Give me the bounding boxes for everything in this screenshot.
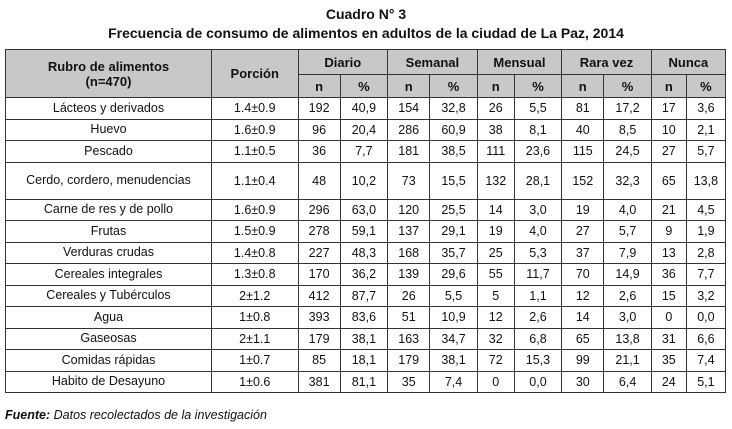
rara-vez-n-cell: 19 (562, 199, 604, 221)
mensual-pct-cell: 6,8 (514, 328, 561, 350)
nunca-pct-cell: 1,9 (686, 221, 725, 243)
rara-vez-n-cell: 99 (562, 350, 604, 372)
header-nunca: Nunca (651, 50, 725, 75)
header-rubro-line2: (n=470) (85, 73, 132, 89)
portion-cell: 1.6±0.9 (211, 199, 298, 221)
semanal-n-cell: 286 (388, 119, 430, 141)
portion-cell: 2±1.2 (211, 285, 298, 307)
mensual-pct-cell: 11,7 (514, 264, 561, 286)
rara-vez-n-cell: 81 (562, 98, 604, 120)
diario-n-cell: 179 (298, 328, 340, 350)
semanal-pct-cell: 60,9 (430, 119, 477, 141)
mensual-n-cell: 5 (477, 285, 514, 307)
semanal-n-cell: 179 (388, 350, 430, 372)
table-row (6, 98, 726, 120)
subheader-n: n (651, 75, 686, 98)
food-cell: Carne de res y de pollo (6, 199, 212, 221)
food-cell: Huevo (6, 119, 212, 141)
nunca-pct-cell: 13,8 (686, 162, 725, 199)
diario-pct-cell: 48,3 (340, 242, 387, 264)
rara-vez-pct-cell: 14,9 (604, 264, 651, 286)
diario-n-cell: 170 (298, 264, 340, 286)
rara-vez-pct-cell: 17,2 (604, 98, 651, 120)
table-number: Cuadro N° 3 (325, 6, 407, 22)
rara-vez-n-cell: 27 (562, 221, 604, 243)
table-row (6, 328, 726, 350)
semanal-n-cell: 181 (388, 141, 430, 163)
food-cell: Verduras crudas (6, 242, 212, 264)
diario-n-cell: 48 (298, 162, 340, 199)
diario-n-cell: 412 (298, 285, 340, 307)
table-row (6, 162, 726, 199)
table-title: Frecuencia de consumo de alimentos en adultos de la ciudad de La Paz, 2014 (108, 25, 624, 41)
food-cell: Frutas (6, 221, 212, 243)
nunca-n-cell: 36 (651, 264, 686, 286)
diario-n-cell: 227 (298, 242, 340, 264)
semanal-pct-cell: 15,5 (430, 162, 477, 199)
mensual-pct-cell: 3,0 (514, 199, 561, 221)
rara-vez-pct-cell: 6,4 (604, 371, 651, 393)
subheader-pct: % (514, 75, 561, 98)
diario-n-cell: 381 (298, 371, 340, 393)
diario-pct-cell: 59,1 (340, 221, 387, 243)
portion-cell: 1.4±0.9 (211, 98, 298, 120)
subheader-pct: % (340, 75, 387, 98)
diario-n-cell: 96 (298, 119, 340, 141)
mensual-n-cell: 25 (477, 242, 514, 264)
nunca-pct-cell: 3,6 (686, 98, 725, 120)
food-cell: Cereales y Tubérculos (6, 285, 212, 307)
rara-vez-n-cell: 65 (562, 328, 604, 350)
rara-vez-pct-cell: 2,6 (604, 285, 651, 307)
mensual-n-cell: 12 (477, 307, 514, 329)
diario-pct-cell: 18,1 (340, 350, 387, 372)
semanal-n-cell: 51 (388, 307, 430, 329)
portion-cell: 1±0.8 (211, 307, 298, 329)
mensual-pct-cell: 2,6 (514, 307, 561, 329)
frequency-table (5, 49, 726, 393)
mensual-n-cell: 14 (477, 199, 514, 221)
semanal-n-cell: 154 (388, 98, 430, 120)
semanal-n-cell: 137 (388, 221, 430, 243)
rara-vez-n-cell: 37 (562, 242, 604, 264)
mensual-pct-cell: 1,1 (514, 285, 561, 307)
mensual-pct-cell: 5,5 (514, 98, 561, 120)
subheader-n: n (388, 75, 430, 98)
diario-pct-cell: 36,2 (340, 264, 387, 286)
mensual-n-cell: 19 (477, 221, 514, 243)
mensual-pct-cell: 28,1 (514, 162, 561, 199)
rara-vez-n-cell: 12 (562, 285, 604, 307)
nunca-pct-cell: 7,4 (686, 350, 725, 372)
food-cell: Cerdo, cordero, menudencias (6, 162, 212, 199)
semanal-pct-cell: 29,1 (430, 221, 477, 243)
food-cell: Habito de Desayuno (6, 371, 212, 393)
rara-vez-pct-cell: 13,8 (604, 328, 651, 350)
semanal-pct-cell: 25,5 (430, 199, 477, 221)
mensual-n-cell: 26 (477, 98, 514, 120)
nunca-pct-cell: 0,0 (686, 307, 725, 329)
header-semanal: Semanal (388, 50, 478, 75)
rara-vez-pct-cell: 8,5 (604, 119, 651, 141)
rara-vez-pct-cell: 7,9 (604, 242, 651, 264)
nunca-n-cell: 9 (651, 221, 686, 243)
rara-vez-pct-cell: 32,3 (604, 162, 651, 199)
portion-cell: 1.1±0.4 (211, 162, 298, 199)
semanal-pct-cell: 32,8 (430, 98, 477, 120)
header-rubro-line1: Rubro de alimentos (47, 58, 170, 74)
food-cell: Lácteos y derivados (6, 98, 212, 120)
table-row (6, 264, 726, 286)
table-row (6, 221, 726, 243)
subheader-pct: % (604, 75, 651, 98)
rara-vez-n-cell: 70 (562, 264, 604, 286)
food-cell: Cereales integrales (6, 264, 212, 286)
table-row (6, 141, 726, 163)
portion-cell: 1.4±0.8 (211, 242, 298, 264)
portion-cell: 1.5±0.9 (211, 221, 298, 243)
portion-cell: 1.3±0.8 (211, 264, 298, 286)
rara-vez-n-cell: 30 (562, 371, 604, 393)
semanal-n-cell: 35 (388, 371, 430, 393)
semanal-pct-cell: 34,7 (430, 328, 477, 350)
diario-pct-cell: 38,1 (340, 328, 387, 350)
diario-pct-cell: 83,6 (340, 307, 387, 329)
food-cell: Comidas rápidas (6, 350, 212, 372)
portion-cell: 1.1±0.5 (211, 141, 298, 163)
food-cell: Agua (6, 307, 212, 329)
portion-cell: 1±0.6 (211, 371, 298, 393)
diario-n-cell: 192 (298, 98, 340, 120)
nunca-n-cell: 17 (651, 98, 686, 120)
source-note (5, 408, 267, 422)
diario-n-cell: 393 (298, 307, 340, 329)
mensual-n-cell: 111 (477, 141, 514, 163)
semanal-pct-cell: 35,7 (430, 242, 477, 264)
semanal-n-cell: 26 (388, 285, 430, 307)
mensual-n-cell: 55 (477, 264, 514, 286)
table-row (6, 285, 726, 307)
diario-n-cell: 278 (298, 221, 340, 243)
portion-cell: 2±1.1 (211, 328, 298, 350)
portion-cell: 1±0.7 (211, 350, 298, 372)
portion-cell: 1.6±0.9 (211, 119, 298, 141)
nunca-n-cell: 13 (651, 242, 686, 264)
nunca-pct-cell: 7,7 (686, 264, 725, 286)
table-row (6, 371, 726, 393)
table-header (6, 50, 726, 98)
rara-vez-pct-cell: 21,1 (604, 350, 651, 372)
subheader-n: n (562, 75, 604, 98)
header-porcion: Porción (211, 50, 298, 98)
header-diario: Diario (298, 50, 388, 75)
nunca-pct-cell: 3,2 (686, 285, 725, 307)
diario-pct-cell: 87,7 (340, 285, 387, 307)
semanal-n-cell: 139 (388, 264, 430, 286)
table-row (6, 350, 726, 372)
semanal-n-cell: 163 (388, 328, 430, 350)
nunca-pct-cell: 6,6 (686, 328, 725, 350)
semanal-pct-cell: 10,9 (430, 307, 477, 329)
mensual-n-cell: 72 (477, 350, 514, 372)
nunca-pct-cell: 5,7 (686, 141, 725, 163)
semanal-n-cell: 168 (388, 242, 430, 264)
subheader-n: n (477, 75, 514, 98)
diario-n-cell: 85 (298, 350, 340, 372)
diario-pct-cell: 63,0 (340, 199, 387, 221)
diario-pct-cell: 40,9 (340, 98, 387, 120)
nunca-n-cell: 24 (651, 371, 686, 393)
mensual-pct-cell: 4,0 (514, 221, 561, 243)
mensual-n-cell: 0 (477, 371, 514, 393)
diario-pct-cell: 10,2 (340, 162, 387, 199)
diario-pct-cell: 7,7 (340, 141, 387, 163)
nunca-n-cell: 27 (651, 141, 686, 163)
nunca-n-cell: 65 (651, 162, 686, 199)
source-label: Fuente: (5, 408, 51, 422)
table-row (6, 119, 726, 141)
semanal-pct-cell: 5,5 (430, 285, 477, 307)
semanal-pct-cell: 7,4 (430, 371, 477, 393)
table-row (6, 199, 726, 221)
rara-vez-pct-cell: 5,7 (604, 221, 651, 243)
food-cell: Pescado (6, 141, 212, 163)
mensual-n-cell: 38 (477, 119, 514, 141)
nunca-n-cell: 15 (651, 285, 686, 307)
mensual-pct-cell: 15,3 (514, 350, 561, 372)
rara-vez-n-cell: 152 (562, 162, 604, 199)
rara-vez-pct-cell: 3,0 (604, 307, 651, 329)
mensual-n-cell: 132 (477, 162, 514, 199)
subheader-pct: % (430, 75, 477, 98)
nunca-pct-cell: 4,5 (686, 199, 725, 221)
source-text: Datos recolectados de la investigación (50, 408, 267, 422)
mensual-pct-cell: 8,1 (514, 119, 561, 141)
rara-vez-n-cell: 14 (562, 307, 604, 329)
mensual-pct-cell: 0,0 (514, 371, 561, 393)
food-cell: Gaseosas (6, 328, 212, 350)
subheader-n: n (298, 75, 340, 98)
semanal-pct-cell: 29,6 (430, 264, 477, 286)
nunca-pct-cell: 2,8 (686, 242, 725, 264)
nunca-n-cell: 31 (651, 328, 686, 350)
semanal-pct-cell: 38,5 (430, 141, 477, 163)
table-body (6, 98, 726, 393)
rara-vez-pct-cell: 4,0 (604, 199, 651, 221)
table-row (6, 307, 726, 329)
diario-n-cell: 296 (298, 199, 340, 221)
diario-n-cell: 36 (298, 141, 340, 163)
semanal-pct-cell: 38,1 (430, 350, 477, 372)
mensual-n-cell: 32 (477, 328, 514, 350)
header-rubro (6, 50, 212, 98)
semanal-n-cell: 73 (388, 162, 430, 199)
subheader-pct: % (686, 75, 725, 98)
table-row (6, 242, 726, 264)
rara-vez-n-cell: 115 (562, 141, 604, 163)
rara-vez-pct-cell: 24,5 (604, 141, 651, 163)
nunca-n-cell: 21 (651, 199, 686, 221)
nunca-n-cell: 0 (651, 307, 686, 329)
semanal-n-cell: 120 (388, 199, 430, 221)
diario-pct-cell: 81,1 (340, 371, 387, 393)
mensual-pct-cell: 5,3 (514, 242, 561, 264)
header-mensual: Mensual (477, 50, 561, 75)
nunca-pct-cell: 2,1 (686, 119, 725, 141)
nunca-n-cell: 10 (651, 119, 686, 141)
nunca-pct-cell: 5,1 (686, 371, 725, 393)
mensual-pct-cell: 23,6 (514, 141, 561, 163)
diario-pct-cell: 20,4 (340, 119, 387, 141)
nunca-n-cell: 35 (651, 350, 686, 372)
header-rara-vez: Rara vez (562, 50, 652, 75)
rara-vez-n-cell: 40 (562, 119, 604, 141)
